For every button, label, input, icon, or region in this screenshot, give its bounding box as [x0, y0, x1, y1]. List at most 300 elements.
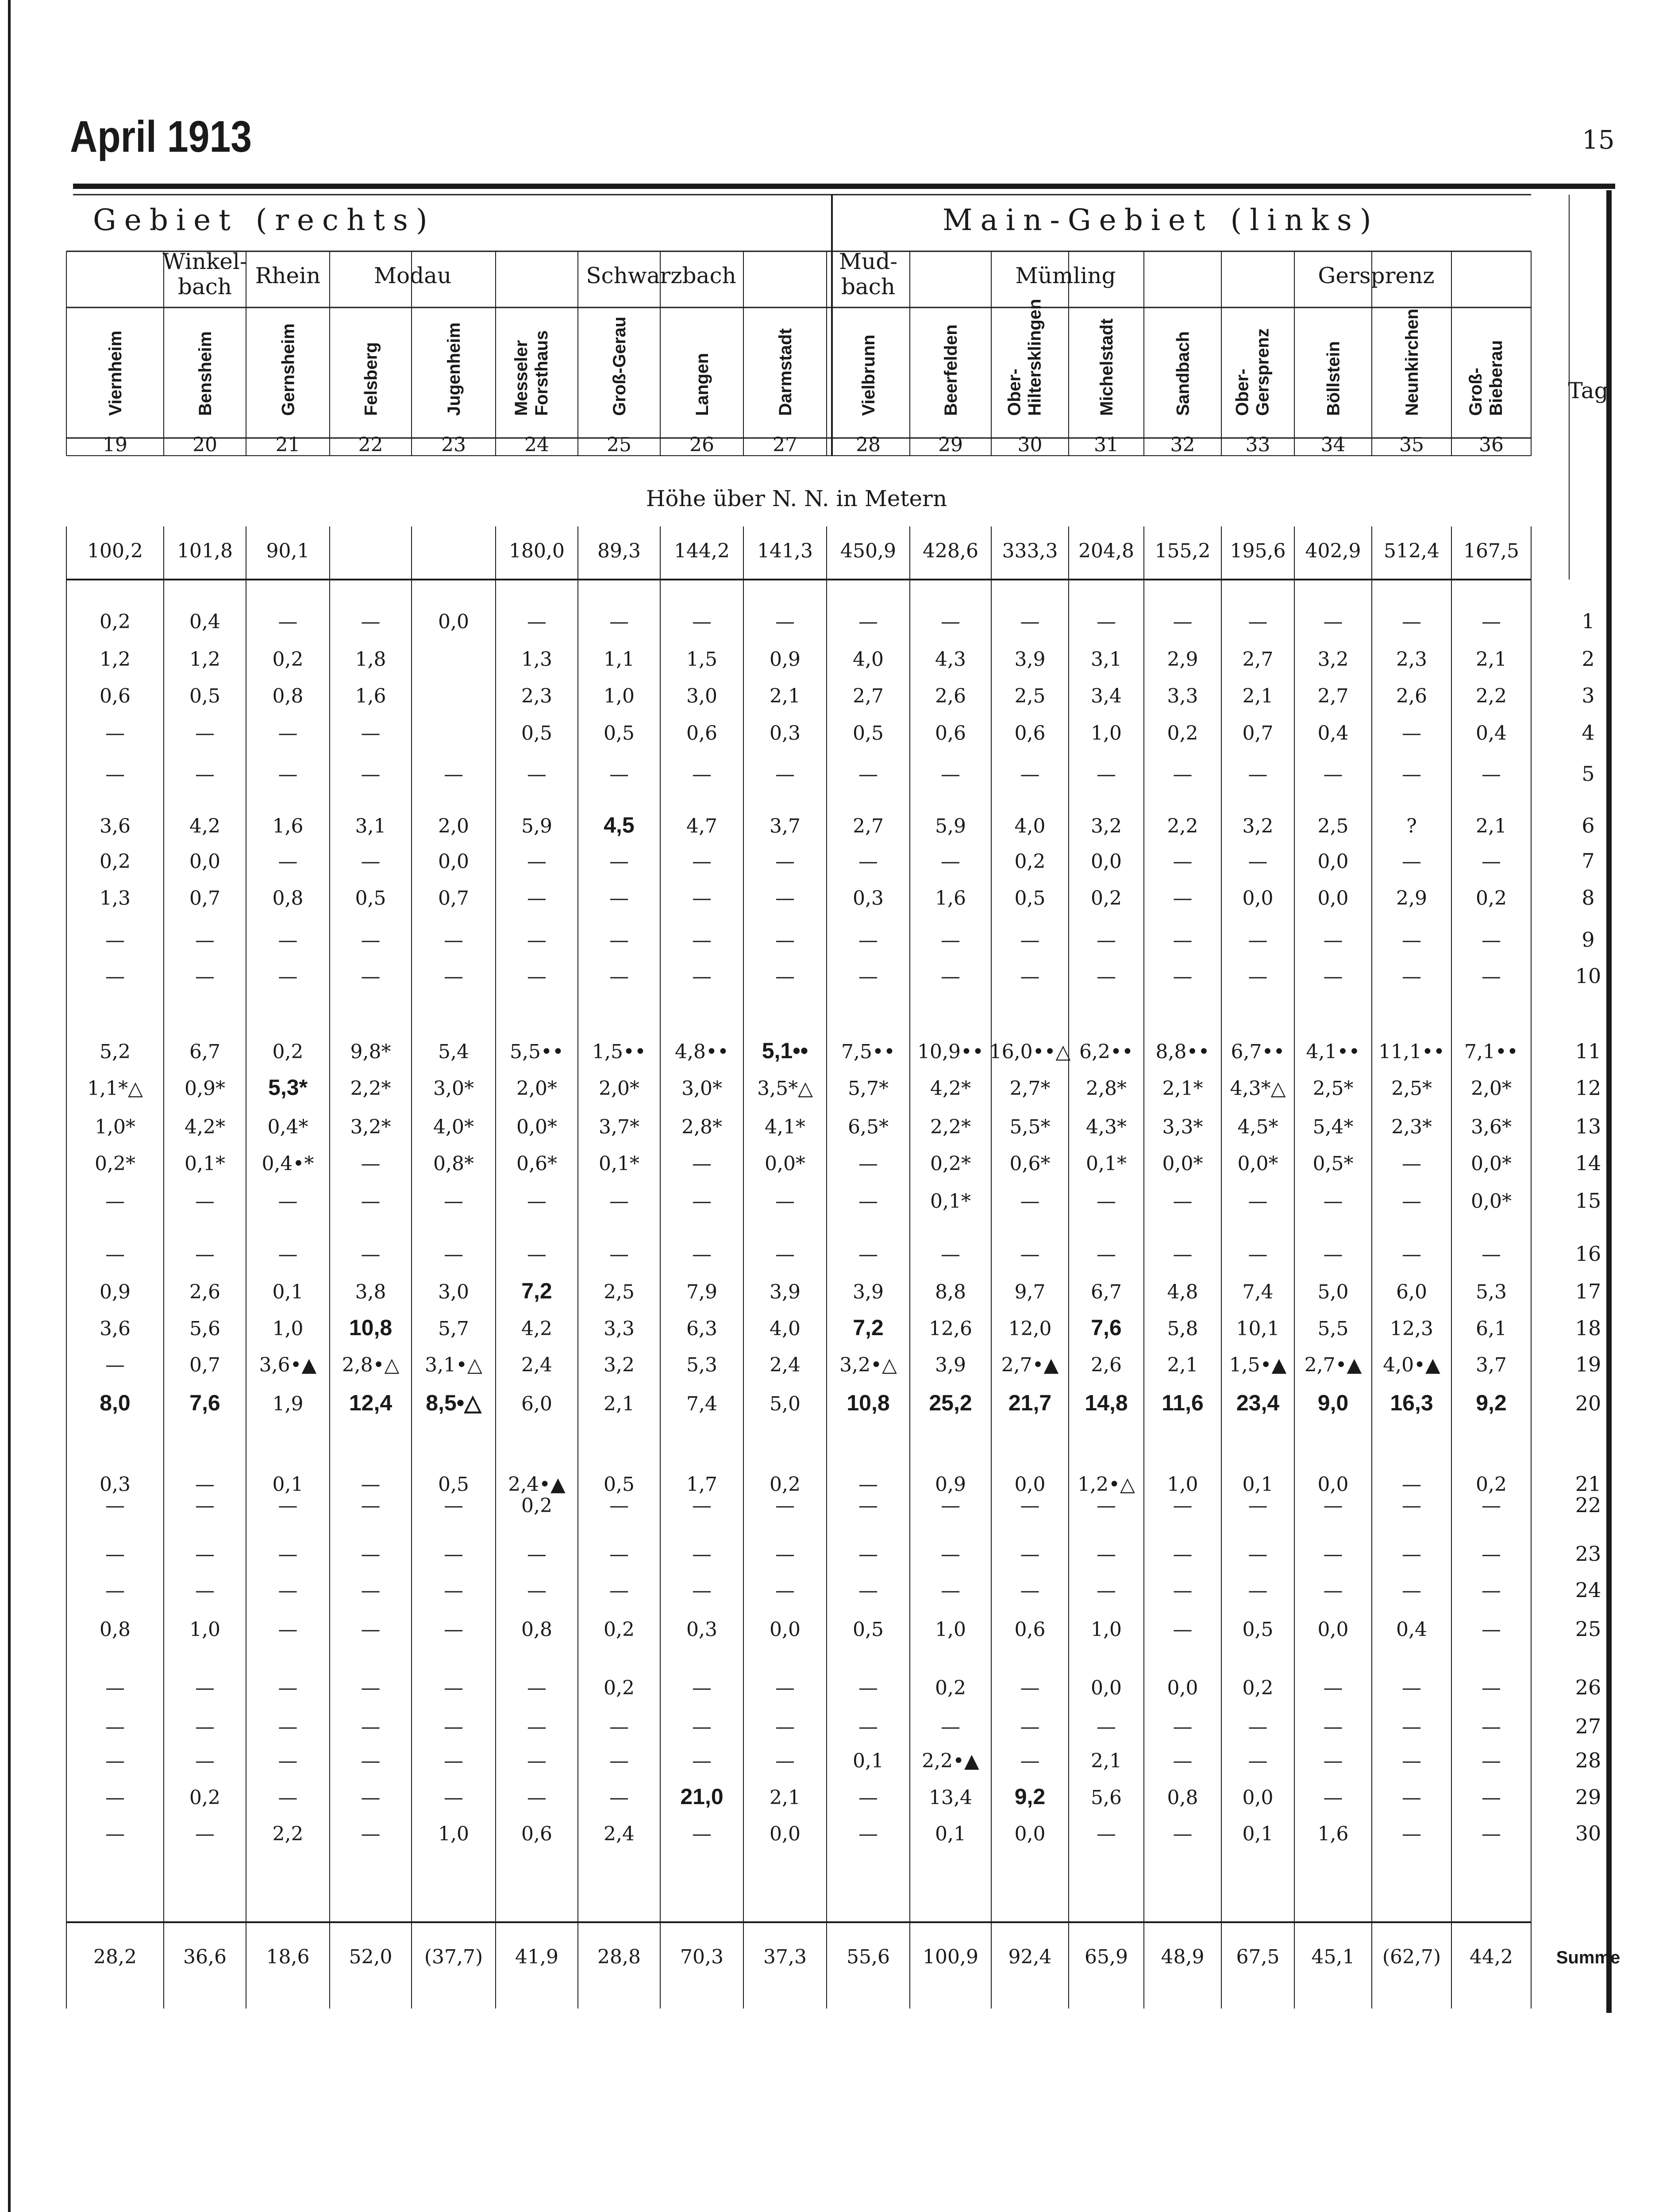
station-number: 24 — [524, 434, 549, 456]
table-cell: — — [1097, 1716, 1116, 1738]
table-cell: 2,5* — [1391, 1077, 1432, 1100]
table-cell: — — [692, 1750, 712, 1772]
table-cell: 1,7 — [686, 1473, 717, 1496]
table-cell: — — [1402, 929, 1421, 952]
table-cell: — — [941, 1579, 960, 1602]
table-cell: 0,2 — [521, 1494, 552, 1517]
table-cell: — — [105, 1750, 125, 1772]
table-cell: — — [941, 763, 960, 786]
table-cell: 4,0 — [853, 648, 884, 671]
day-number: 24 — [1575, 1578, 1601, 1602]
table-cell: 3,3* — [1162, 1116, 1203, 1138]
table-cell: — — [527, 763, 547, 786]
table-cell: — — [1402, 1579, 1421, 1602]
table-cell: 2,3 — [521, 685, 552, 707]
station-name: Vielbrunn — [859, 334, 878, 416]
table-cell: — — [609, 1750, 629, 1772]
day-number: 12 — [1575, 1076, 1601, 1100]
table-cell: 2,2* — [930, 1116, 971, 1138]
table-cell: 0,1* — [599, 1152, 639, 1175]
table-cell: — — [692, 1677, 712, 1699]
table-cell: 3,2•△ — [839, 1354, 897, 1376]
table-cell: — — [361, 763, 381, 786]
page-number: 15 — [1582, 125, 1615, 155]
subgroup-label: Mümling — [1015, 263, 1116, 288]
table-cell: 2,0* — [516, 1077, 557, 1100]
table-cell: — — [195, 1579, 215, 1602]
table-cell: 8,8 — [935, 1281, 966, 1303]
table-cell: 12,0 — [1008, 1317, 1052, 1340]
day-number: 19 — [1575, 1352, 1601, 1376]
table-cell: — — [527, 850, 547, 873]
station-number: 21 — [275, 434, 300, 456]
table-cell: 0,5 — [1242, 1618, 1274, 1641]
table-cell: 2,9 — [1396, 887, 1427, 910]
table-cell: — — [941, 965, 960, 988]
table-cell: — — [1248, 1494, 1268, 1517]
table-cell: — — [1402, 1494, 1421, 1517]
table-cell: 12,6 — [929, 1317, 972, 1340]
table-cell: — — [692, 611, 712, 633]
table-cell: 21,7 — [1008, 1390, 1052, 1415]
table-cell: — — [1482, 611, 1501, 633]
table-cell: 12,4 — [349, 1390, 393, 1415]
table-cell: — — [1323, 1579, 1343, 1602]
table-cell: 1,6 — [355, 685, 386, 707]
table-cell: 2,0* — [599, 1077, 639, 1100]
sum-cell: 48,9 — [1161, 1946, 1205, 1968]
table-cell: 3,9 — [1014, 648, 1046, 671]
station-number: 23 — [441, 434, 466, 456]
table-cell: — — [361, 1543, 381, 1566]
table-cell: 0,0 — [770, 1823, 801, 1845]
station-height: 450,9 — [840, 540, 896, 562]
table-cell: — — [444, 1579, 463, 1602]
table-cell: 0,9 — [935, 1473, 966, 1496]
table-cell: 0,2 — [189, 1786, 220, 1809]
table-cell: 0,5 — [189, 685, 220, 707]
table-cell: 7,2 — [521, 1279, 552, 1303]
table-cell: — — [775, 929, 795, 952]
table-cell: 0,1 — [935, 1823, 966, 1845]
subgroup-label: bach — [841, 274, 896, 300]
table-cell: — — [775, 1190, 795, 1213]
table-cell: 0,2 — [604, 1618, 635, 1641]
station-number: 22 — [358, 434, 383, 456]
table-cell: — — [1402, 1543, 1421, 1566]
table-cell: — — [609, 1190, 629, 1213]
sum-cell: 41,9 — [515, 1946, 558, 1968]
table-cell: — — [1323, 1243, 1343, 1266]
table-cell: 1,8 — [355, 648, 386, 671]
station-height: 204,8 — [1078, 540, 1134, 562]
day-number: 11 — [1575, 1039, 1601, 1063]
table-cell: 2,1* — [1162, 1077, 1203, 1100]
table-cell: 4,2* — [930, 1077, 971, 1100]
table-cell: 1,6 — [272, 815, 304, 837]
table-cell: — — [444, 1618, 463, 1641]
table-cell: — — [105, 1716, 125, 1738]
sum-cell: 100,9 — [923, 1946, 978, 1968]
day-number: 18 — [1575, 1316, 1601, 1340]
table-cell: — — [1402, 1243, 1421, 1266]
table-cell: 1,0 — [1091, 1618, 1122, 1641]
table-cell: — — [692, 1579, 712, 1602]
day-number: 9 — [1582, 928, 1595, 952]
day-number: 28 — [1575, 1748, 1601, 1772]
table-cell: 0,2 — [604, 1677, 635, 1699]
table-cell: — — [1482, 1543, 1501, 1566]
table-cell: 2,1 — [1091, 1750, 1122, 1772]
table-cell: 3,1•△ — [425, 1354, 482, 1376]
table-cell: 9,2 — [1014, 1784, 1046, 1809]
table-cell: 0,1* — [185, 1152, 225, 1175]
table-cell: — — [1248, 1750, 1268, 1772]
table-cell: — — [527, 965, 547, 988]
station-name: Jugenheim — [444, 322, 464, 416]
table-cell: — — [105, 1243, 125, 1266]
table-cell: ? — [1406, 815, 1417, 837]
table-cell: — — [858, 1543, 878, 1566]
table-cell: — — [361, 965, 381, 988]
table-cell: 2,7 — [1242, 648, 1274, 671]
table-cell: 0,8 — [100, 1618, 131, 1641]
table-cell: 0,0 — [1091, 1677, 1122, 1699]
table-cell: 0,0 — [1317, 1618, 1349, 1641]
station-number: 20 — [192, 434, 217, 456]
station-name: Viernheim — [106, 330, 125, 416]
station-number: 19 — [103, 434, 127, 456]
table-cell: — — [195, 1473, 215, 1496]
day-number: 10 — [1575, 964, 1601, 988]
table-cell: 0,2 — [1014, 850, 1046, 873]
table-cell: — — [1323, 1543, 1343, 1566]
table-cell: — — [692, 1823, 712, 1845]
table-cell: — — [105, 763, 125, 786]
table-cell: — — [361, 1677, 381, 1699]
table-cell: — — [444, 965, 463, 988]
station-height: 141,3 — [757, 540, 813, 562]
table-cell: — — [1402, 722, 1421, 745]
table-cell: — — [1482, 1677, 1501, 1699]
sum-cell: 37,3 — [763, 1946, 807, 1968]
table-cell: 0,9 — [770, 648, 801, 671]
table-cell: — — [444, 1716, 463, 1738]
table-cell: — — [1248, 1190, 1268, 1213]
station-name: Groß- — [1466, 368, 1486, 416]
table-cell: 5,3* — [268, 1075, 308, 1100]
table-cell: 0,0* — [516, 1116, 557, 1138]
station-number: 31 — [1094, 434, 1119, 456]
table-cell: — — [775, 1243, 795, 1266]
station-name: Groß-Gerau — [610, 316, 629, 416]
table-cell: 21,0 — [680, 1784, 724, 1809]
table-cell: — — [444, 1494, 463, 1517]
table-cell: 2,7•▲ — [1001, 1354, 1059, 1376]
table-cell: 0,0 — [438, 850, 469, 873]
table-cell: 2,0 — [438, 815, 469, 837]
table-cell: — — [527, 887, 547, 910]
table-cell: — — [1323, 1190, 1343, 1213]
table-cell: — — [527, 1786, 547, 1809]
sum-cell: 18,6 — [266, 1946, 310, 1968]
table-cell: 2,8* — [681, 1116, 722, 1138]
table-cell: — — [105, 965, 125, 988]
table-cell: 0,0 — [1014, 1823, 1046, 1845]
table-cell: 0,3 — [853, 887, 884, 910]
table-cell: 9,7 — [1014, 1281, 1046, 1303]
table-cell: 5,4* — [1312, 1116, 1354, 1138]
table-cell: 3,6* — [1471, 1116, 1512, 1138]
table-cell: — — [1323, 1716, 1343, 1738]
table-cell: 4,3* — [1086, 1116, 1127, 1138]
table-cell: 5,6 — [189, 1317, 220, 1340]
day-number: 6 — [1582, 814, 1595, 837]
table-cell: 5,8 — [1167, 1317, 1198, 1340]
table-cell: — — [1020, 763, 1040, 786]
table-cell: — — [361, 1823, 381, 1845]
sum-cell: 92,4 — [1008, 1946, 1052, 1968]
table-cell: 3,7 — [770, 815, 801, 837]
table-cell: — — [278, 965, 298, 988]
table-cell: 0,9 — [100, 1281, 131, 1303]
table-cell: — — [609, 1786, 629, 1809]
table-cell: — — [941, 1716, 960, 1738]
table-cell: — — [195, 1823, 215, 1845]
table-cell: — — [1020, 929, 1040, 952]
table-cell: — — [1323, 1494, 1343, 1517]
table-cell: 1,3 — [521, 648, 552, 671]
table-cell: — — [775, 611, 795, 633]
station-height: 512,4 — [1384, 540, 1439, 562]
table-cell: 2,0* — [1471, 1077, 1512, 1100]
table-cell: 4,2 — [521, 1317, 552, 1340]
day-number: 21 — [1575, 1472, 1601, 1496]
table-cell: 0,4* — [267, 1116, 308, 1138]
table-cell: — — [1323, 965, 1343, 988]
table-cell: — — [1020, 1243, 1040, 1266]
table-cell: 0,0* — [1471, 1190, 1512, 1213]
table-cell: 3,6 — [100, 1317, 131, 1340]
table-cell: — — [1482, 1823, 1501, 1845]
table-cell: — — [1173, 1716, 1193, 1738]
day-number: 7 — [1582, 849, 1595, 873]
table-cell: 2,5 — [604, 1281, 635, 1303]
station-number: 34 — [1320, 434, 1346, 456]
table-cell: — — [1323, 1677, 1343, 1699]
table-cell: 1,2 — [100, 648, 131, 671]
table-cell: — — [444, 1190, 463, 1213]
table-cell: 2,2•▲ — [922, 1750, 979, 1772]
table-cell: 0,4 — [189, 611, 220, 633]
subgroup-label: bach — [177, 274, 232, 300]
table-cell: 3,0* — [433, 1077, 474, 1100]
table-cell: — — [278, 1716, 298, 1738]
table-cell: — — [1482, 1243, 1501, 1266]
table-cell: 0,5 — [521, 722, 552, 745]
table-cell: 0,0 — [1014, 1473, 1046, 1496]
table-cell: 0,2 — [272, 648, 304, 671]
table-cell: 1,5 — [686, 648, 717, 671]
table-cell: — — [941, 850, 960, 873]
sum-cell: 45,1 — [1311, 1946, 1355, 1968]
day-number: 2 — [1582, 647, 1595, 671]
table-cell: — — [1482, 965, 1501, 988]
table-cell: 5,0 — [1317, 1281, 1349, 1303]
day-number: 13 — [1575, 1114, 1601, 1138]
station-number: 25 — [607, 434, 631, 456]
table-cell: 0,6 — [686, 722, 717, 745]
table-cell: 2,7 — [853, 815, 884, 837]
station-name: Ober- — [1232, 369, 1252, 416]
table-cell: — — [278, 1750, 298, 1772]
table-cell: 0,0 — [1317, 850, 1349, 873]
table-cell: 0,2 — [1167, 722, 1198, 745]
table-cell: — — [1097, 1823, 1116, 1845]
table-cell: 3,6 — [100, 815, 131, 837]
table-cell: — — [361, 1618, 381, 1641]
table-cell: — — [858, 929, 878, 952]
table-cell: — — [1402, 850, 1421, 873]
table-cell: 2,5 — [1014, 685, 1046, 707]
table-cell: 1,0* — [95, 1116, 135, 1138]
table-cell: 4,3*△ — [1230, 1077, 1286, 1100]
table-cell: 9,8* — [350, 1041, 391, 1063]
table-cell: 0,1 — [272, 1281, 304, 1303]
table-cell: — — [361, 850, 381, 873]
table-cell: 2,6 — [1091, 1354, 1122, 1376]
table-cell: — — [1173, 1618, 1193, 1641]
table-cell: 0,0* — [1471, 1152, 1512, 1175]
table-cell: — — [278, 929, 298, 952]
table-cell: — — [195, 1750, 215, 1772]
table-cell: 8,0 — [100, 1390, 131, 1415]
table-cell: 0,3 — [686, 1618, 717, 1641]
station-name: Neunkirchen — [1402, 308, 1422, 416]
table-cell: — — [858, 1677, 878, 1699]
day-number: 20 — [1575, 1391, 1601, 1415]
table-cell: — — [692, 850, 712, 873]
sum-cell: (37,7) — [424, 1946, 483, 1968]
table-cell: 0,7 — [189, 887, 220, 910]
table-cell: 25,2 — [929, 1390, 972, 1415]
table-cell: 0,2 — [272, 1041, 304, 1063]
table-cell: — — [444, 1243, 463, 1266]
station-name: Bieberau — [1486, 340, 1506, 416]
table-cell: — — [195, 1677, 215, 1699]
table-cell: 0,2* — [95, 1152, 135, 1175]
table-cell: — — [1402, 1473, 1421, 1496]
table-cell: — — [858, 763, 878, 786]
table-cell: — — [775, 1750, 795, 1772]
table-cell: 1,0 — [604, 685, 635, 707]
table-cell: — — [527, 611, 547, 633]
table-cell: — — [1323, 929, 1343, 952]
table-cell: 2,6 — [935, 685, 966, 707]
table-cell: 2,1 — [770, 685, 801, 707]
station-height: 428,6 — [923, 540, 978, 562]
table-cell: — — [1173, 1190, 1193, 1213]
table-cell: 6,0 — [1396, 1281, 1427, 1303]
table-cell: — — [858, 1152, 878, 1175]
table-cell: 0,6* — [516, 1152, 557, 1175]
table-cell: 2,4 — [521, 1354, 552, 1376]
table-cell: — — [1020, 965, 1040, 988]
day-number: 27 — [1575, 1714, 1601, 1738]
table-cell: — — [361, 929, 381, 952]
table-cell: — — [361, 1243, 381, 1266]
table-cell: — — [1248, 763, 1268, 786]
table-cell: 3,1 — [1091, 648, 1122, 671]
table-cell: 1,0 — [189, 1618, 220, 1641]
table-cell: — — [1020, 1716, 1040, 1738]
table-cell: — — [858, 850, 878, 873]
table-cell: — — [1482, 1579, 1501, 1602]
table-cell: 4,1* — [765, 1116, 805, 1138]
table-cell: 2,7* — [1009, 1077, 1051, 1100]
table-cell: 1,0 — [272, 1317, 304, 1340]
table-cell: 2,2 — [272, 1823, 304, 1845]
table-cell: 0,6* — [1009, 1152, 1051, 1175]
table-cell: — — [361, 1473, 381, 1496]
table-cell: — — [1482, 763, 1501, 786]
table-cell: — — [1402, 611, 1421, 633]
table-cell: 4,8 — [1167, 1281, 1198, 1303]
table-cell: — — [858, 1823, 878, 1845]
tag-header: Tag — [1568, 378, 1609, 403]
table-cell: — — [692, 1243, 712, 1266]
day-number: 16 — [1575, 1242, 1601, 1266]
table-cell: 14,8 — [1085, 1390, 1128, 1415]
table-cell: — — [1173, 1823, 1193, 1845]
table-cell: — — [105, 1494, 125, 1517]
table-cell: — — [105, 1823, 125, 1845]
table-cell: — — [527, 1750, 547, 1772]
table-cell: — — [692, 763, 712, 786]
table-cell: — — [1173, 1243, 1193, 1266]
table-cell: 4,1•• — [1306, 1041, 1360, 1063]
table-cell: — — [1173, 763, 1193, 786]
table-cell: 3,7 — [1476, 1354, 1507, 1376]
table-cell: — — [609, 1543, 629, 1566]
station-name: Darmstadt — [776, 328, 795, 416]
table-cell: 0,1* — [930, 1190, 971, 1213]
sum-cell: (62,7) — [1382, 1946, 1441, 1968]
table-cell: 0,6 — [935, 722, 966, 745]
table-cell: 0,5 — [1014, 887, 1046, 910]
table-cell: — — [1248, 1543, 1268, 1566]
table-cell: — — [1097, 1579, 1116, 1602]
table-cell: — — [692, 887, 712, 910]
station-number: 29 — [938, 434, 963, 456]
table-cell: — — [1020, 611, 1040, 633]
subgroup-label: Gersprenz — [1318, 263, 1435, 288]
table-cell: — — [1482, 1716, 1501, 1738]
table-cell: 3,5*△ — [757, 1077, 813, 1100]
table-cell: — — [1020, 1494, 1040, 1517]
table-cell: 12,3 — [1390, 1317, 1433, 1340]
table-cell: — — [775, 1543, 795, 1566]
table-cell: — — [1097, 1243, 1116, 1266]
table-cell: — — [105, 1354, 125, 1376]
table-cell: — — [858, 1243, 878, 1266]
table-cell: — — [1097, 929, 1116, 952]
station-number: 28 — [856, 434, 881, 456]
table-cell: — — [858, 1579, 878, 1602]
table-cell: 5,3 — [1476, 1281, 1507, 1303]
table-cell: — — [361, 1494, 381, 1517]
table-cell: — — [444, 1543, 463, 1566]
